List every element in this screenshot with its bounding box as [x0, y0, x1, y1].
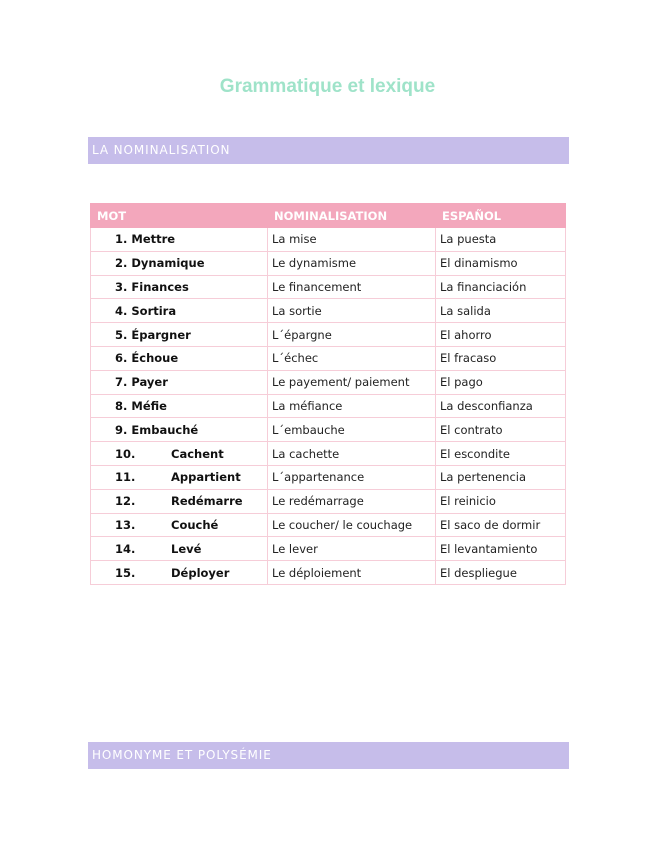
table-row — [91, 346, 566, 370]
word: Redémarre — [171, 494, 243, 509]
word: Appartient — [171, 470, 241, 485]
row-number: 9. — [115, 422, 128, 437]
table-row — [91, 465, 566, 489]
cell-nominalisation: La mise — [268, 228, 436, 252]
section-heading-nominalisation: LA NOMINALISATION — [88, 137, 569, 164]
vocabulary-table — [90, 203, 566, 585]
word: Cachent — [171, 446, 224, 461]
row-number: 1. — [115, 232, 128, 247]
table-row — [91, 394, 566, 418]
cell-nominalisation: L´échec — [268, 346, 436, 370]
table-row — [91, 323, 566, 347]
cell-mot — [91, 513, 268, 537]
cell-nominalisation: La cachette — [268, 442, 436, 466]
table-row — [91, 370, 566, 394]
row-number: 11. — [115, 470, 136, 485]
table-row — [91, 561, 566, 585]
cell-espanol: La puesta — [436, 228, 566, 252]
table-row — [91, 513, 566, 537]
cell-mot — [91, 275, 268, 299]
cell-mot — [91, 251, 268, 275]
cell-mot — [91, 418, 268, 442]
cell-espanol: El escondite — [436, 442, 566, 466]
cell-espanol: La desconfianza — [436, 394, 566, 418]
table-row — [91, 275, 566, 299]
table-row — [91, 418, 566, 442]
row-number: 7. — [115, 375, 128, 390]
cell-nominalisation: L´appartenance — [268, 465, 436, 489]
row-number: 6. — [115, 351, 128, 366]
cell-espanol: El reinicio — [436, 489, 566, 513]
table-row — [91, 442, 566, 466]
cell-mot — [91, 561, 268, 585]
cell-nominalisation: La sortie — [268, 299, 436, 323]
word: Dynamique — [131, 256, 205, 271]
row-number: 10. — [115, 446, 136, 461]
word: Embauché — [131, 422, 199, 437]
cell-mot — [91, 465, 268, 489]
cell-mot — [91, 442, 268, 466]
cell-nominalisation: Le financement — [268, 275, 436, 299]
row-number: 15. — [115, 565, 136, 580]
word: Mettre — [131, 232, 176, 247]
section-heading-homonyme: HOMONYME ET POLYSÉMIE — [88, 742, 569, 769]
column-header-nominalisation: NOMINALISATION — [268, 204, 436, 228]
row-number: 3. — [115, 279, 128, 294]
cell-espanol: El saco de dormir — [436, 513, 566, 537]
cell-mot — [91, 394, 268, 418]
cell-espanol: La financiación — [436, 275, 566, 299]
cell-mot — [91, 346, 268, 370]
cell-nominalisation: Le redémarrage — [268, 489, 436, 513]
column-header-espanol: ESPAÑOL — [436, 204, 566, 228]
cell-espanol: El contrato — [436, 418, 566, 442]
word: Couché — [171, 517, 219, 532]
cell-mot — [91, 489, 268, 513]
row-number: 5. — [115, 327, 128, 342]
table-row — [91, 489, 566, 513]
cell-espanol: El dinamismo — [436, 251, 566, 275]
cell-nominalisation: Le déploiement — [268, 561, 436, 585]
row-number: 4. — [115, 303, 128, 318]
word: Finances — [131, 279, 189, 294]
cell-espanol: El levantamiento — [436, 537, 566, 561]
word: Sortira — [131, 303, 177, 318]
cell-espanol: La pertenencia — [436, 465, 566, 489]
row-number: 8. — [115, 398, 128, 413]
table-row — [91, 228, 566, 252]
row-number: 13. — [115, 517, 136, 532]
page-title: Grammatique et lexique — [219, 76, 436, 97]
cell-espanol: El pago — [436, 370, 566, 394]
word: Méfie — [131, 398, 167, 413]
row-number: 14. — [115, 541, 136, 556]
cell-nominalisation: La méfiance — [268, 394, 436, 418]
cell-nominalisation: Le payement/ paiement — [268, 370, 436, 394]
cell-mot — [91, 228, 268, 252]
table-row — [91, 251, 566, 275]
cell-nominalisation: Le dynamisme — [268, 251, 436, 275]
cell-espanol: El despliegue — [436, 561, 566, 585]
cell-espanol: El ahorro — [436, 323, 566, 347]
word: Déployer — [171, 565, 230, 580]
table-row — [91, 299, 566, 323]
cell-mot — [91, 299, 268, 323]
word: Épargner — [131, 327, 191, 342]
word: Payer — [131, 375, 168, 390]
cell-mot — [91, 370, 268, 394]
word: Levé — [171, 541, 202, 556]
column-header-mot: MOT — [91, 204, 268, 228]
table-header-row — [91, 204, 566, 228]
table-row — [91, 537, 566, 561]
cell-espanol: La salida — [436, 299, 566, 323]
cell-nominalisation: L´épargne — [268, 323, 436, 347]
row-number: 12. — [115, 494, 136, 509]
cell-nominalisation: Le coucher/ le couchage — [268, 513, 436, 537]
cell-nominalisation: L´embauche — [268, 418, 436, 442]
word: Échoue — [131, 351, 179, 366]
cell-mot — [91, 323, 268, 347]
cell-mot — [91, 537, 268, 561]
row-number: 2. — [115, 256, 128, 271]
cell-nominalisation: Le lever — [268, 537, 436, 561]
cell-espanol: El fracaso — [436, 346, 566, 370]
